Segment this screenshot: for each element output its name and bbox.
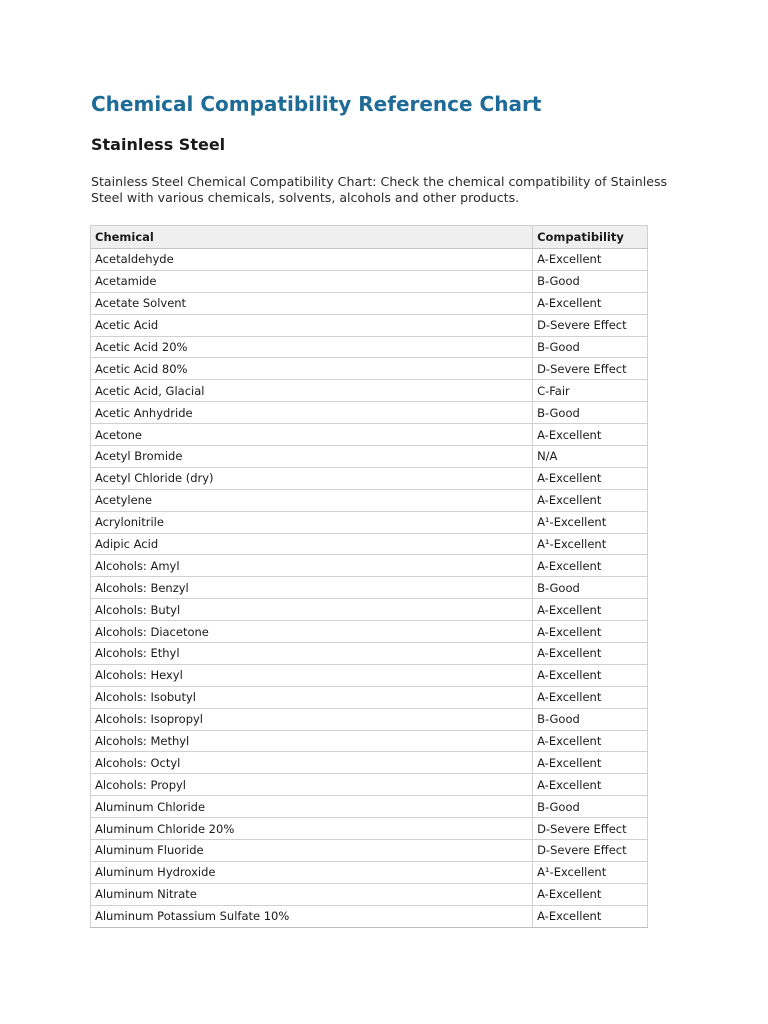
compatibility-cell: A-Excellent [533,621,648,643]
compatibility-cell: A-Excellent [533,905,648,927]
compatibility-cell: B-Good [533,402,648,424]
chemical-cell: Alcohols: Benzyl [91,577,533,599]
table-row [91,599,648,621]
compatibility-cell: A-Excellent [533,883,648,905]
table-header-row [91,226,648,249]
compatibility-cell: A-Excellent [533,599,648,621]
chemical-cell: Acetic Anhydride [91,402,533,424]
compatibility-cell: D-Severe Effect [533,314,648,336]
compatibility-cell: A-Excellent [533,249,648,271]
table-row [91,686,648,708]
column-header-compatibility: Compatibility [533,226,648,249]
compatibility-cell: A-Excellent [533,292,648,314]
chemical-cell: Acetone [91,424,533,446]
table-row [91,577,648,599]
table-row [91,270,648,292]
table-row [91,467,648,489]
chemical-cell: Aluminum Fluoride [91,840,533,862]
compatibility-cell: A-Excellent [533,555,648,577]
chemical-cell: Alcohols: Propyl [91,774,533,796]
compatibility-cell: A¹-Excellent [533,533,648,555]
chemical-cell: Alcohols: Isobutyl [91,686,533,708]
table-row [91,249,648,271]
table-row [91,402,648,424]
compatibility-cell: B-Good [533,336,648,358]
chemical-cell: Acetyl Chloride (dry) [91,467,533,489]
chemical-cell: Acrylonitrile [91,511,533,533]
document-page [91,88,671,924]
chemical-cell: Alcohols: Amyl [91,555,533,577]
chemical-cell: Acetamide [91,270,533,292]
chemical-cell: Acetylene [91,489,533,511]
compatibility-cell: D-Severe Effect [533,840,648,862]
table-row [91,664,648,686]
section-subtitle: Stainless Steel [91,135,226,154]
page-title: Chemical Compatibility Reference Chart [91,92,542,116]
table-row [91,424,648,446]
chemical-cell: Acetyl Bromide [91,446,533,468]
table-row [91,643,648,665]
table-row [91,314,648,336]
chemical-cell: Alcohols: Isopropyl [91,708,533,730]
table-body [91,249,648,928]
compatibility-cell: N/A [533,446,648,468]
compatibility-cell: D-Severe Effect [533,358,648,380]
table-row [91,840,648,862]
chemical-cell: Acetic Acid 80% [91,358,533,380]
table-row [91,621,648,643]
compatibility-cell: A-Excellent [533,643,648,665]
compatibility-cell: A¹-Excellent [533,511,648,533]
table-row [91,489,648,511]
chemical-cell: Aluminum Potassium Sulfate 10% [91,905,533,927]
chemical-cell: Alcohols: Methyl [91,730,533,752]
compatibility-cell: A-Excellent [533,489,648,511]
compatibility-cell: A-Excellent [533,774,648,796]
chemical-cell: Aluminum Nitrate [91,883,533,905]
compatibility-cell: B-Good [533,708,648,730]
chemical-cell: Aluminum Chloride [91,796,533,818]
compatibility-cell: C-Fair [533,380,648,402]
table-row [91,883,648,905]
chemical-cell: Alcohols: Diacetone [91,621,533,643]
chemical-cell: Aluminum Hydroxide [91,861,533,883]
table-row [91,905,648,927]
table-row [91,555,648,577]
compatibility-cell: B-Good [533,796,648,818]
table-row [91,533,648,555]
compatibility-cell: A¹-Excellent [533,861,648,883]
table-row [91,446,648,468]
chemical-cell: Acetaldehyde [91,249,533,271]
compatibility-table [90,225,648,928]
chemical-cell: Acetic Acid, Glacial [91,380,533,402]
column-header-chemical: Chemical [91,226,533,249]
chemical-cell: Alcohols: Hexyl [91,664,533,686]
table-row [91,511,648,533]
table-row [91,380,648,402]
chemical-cell: Acetic Acid 20% [91,336,533,358]
table-row [91,796,648,818]
table-row [91,336,648,358]
table-row [91,708,648,730]
chemical-cell: Alcohols: Octyl [91,752,533,774]
intro-paragraph: Stainless Steel Chemical Compatibility Chart: Check the chemical compatibility of Stainless Steel with various chemicals, solvents, alcohols and other products. [91,174,668,205]
chemical-cell: Acetic Acid [91,314,533,336]
compatibility-cell: A-Excellent [533,686,648,708]
compatibility-cell: A-Excellent [533,467,648,489]
table-row [91,818,648,840]
compatibility-cell: B-Good [533,577,648,599]
compatibility-cell: B-Good [533,270,648,292]
chemical-cell: Alcohols: Butyl [91,599,533,621]
chemical-cell: Alcohols: Ethyl [91,643,533,665]
table-row [91,752,648,774]
table-row [91,292,648,314]
compatibility-cell: A-Excellent [533,730,648,752]
compatibility-cell: A-Excellent [533,664,648,686]
table-row [91,730,648,752]
compatibility-cell: A-Excellent [533,752,648,774]
chemical-cell: Acetate Solvent [91,292,533,314]
compatibility-cell: A-Excellent [533,424,648,446]
table-row [91,774,648,796]
compatibility-cell: D-Severe Effect [533,818,648,840]
chemical-cell: Adipic Acid [91,533,533,555]
table-row [91,861,648,883]
table-row [91,358,648,380]
chemical-cell: Aluminum Chloride 20% [91,818,533,840]
